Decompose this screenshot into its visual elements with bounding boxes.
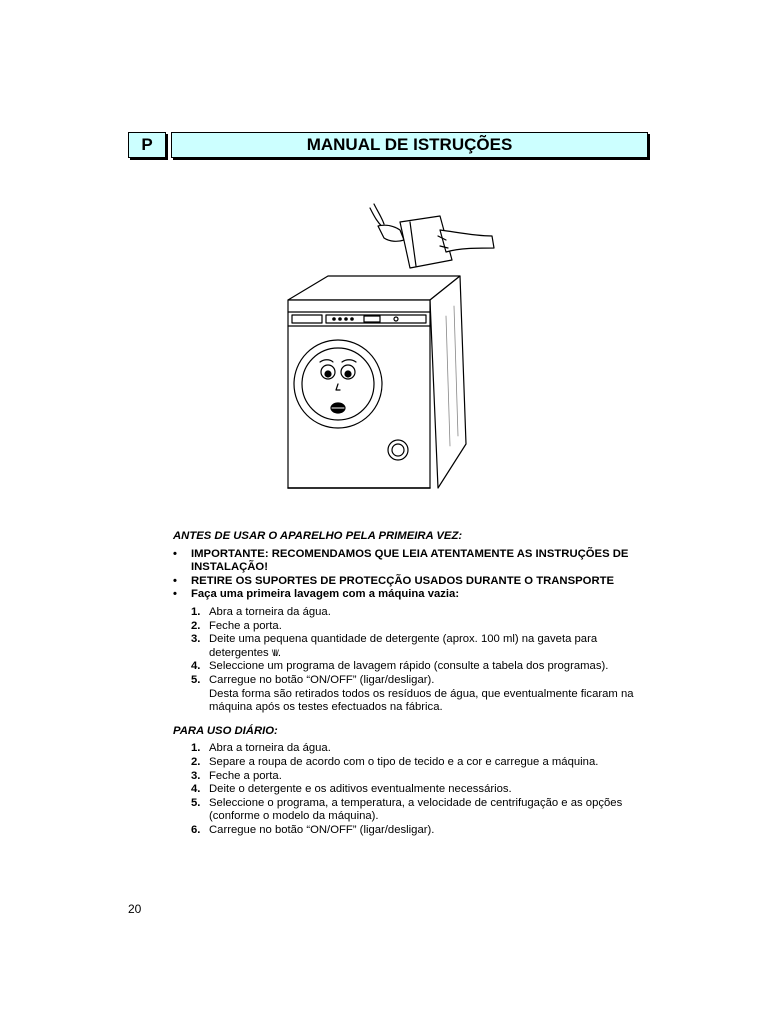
- daily-use-steps: [173, 742, 653, 837]
- step-note: Desta forma são retirados todos os resíduos de água, que eventualmente ficaram na máquina após os testes efectuados na fábrica.: [209, 687, 634, 714]
- step-text-tail: .: [277, 646, 281, 659]
- step-item: [191, 797, 653, 824]
- daily-use-heading: PARA USO DIÁRIO:: [173, 724, 278, 737]
- step-item: [191, 660, 653, 674]
- bullet-text: RETIRE OS SUPORTES DE PROTECÇÃO USADOS DURANTE O TRANSPORTE: [191, 574, 615, 587]
- step-text: Feche a porta.: [209, 769, 282, 782]
- bullet-item: • RETIRE OS SUPORTES DE PROTECÇÃO USADOS DURANTE O TRANSPORTE: [173, 574, 615, 587]
- step-text: Deite o detergente e os aditivos eventualmente necessários.: [209, 783, 512, 796]
- step-number: 1.: [191, 742, 201, 755]
- page-number: 20: [128, 902, 142, 916]
- step-text: Feche a porta.: [209, 619, 282, 632]
- instructions: [173, 530, 653, 847]
- step-number: 6.: [191, 823, 201, 836]
- bullet-item: • Faça uma primeira lavagem com a máquina vazia:: [173, 588, 460, 601]
- step-text: Abra a torneira da água.: [209, 605, 331, 618]
- first-use-bullets: [173, 548, 653, 602]
- step-number: 2.: [191, 619, 201, 632]
- step-item: [191, 620, 653, 634]
- step-number: 3.: [191, 633, 201, 646]
- step-text: Abra a torneira da água.: [209, 742, 331, 755]
- step-text: Separe a roupa de acordo com o tipo de tecido e a cor e carregue a máquina.: [209, 755, 599, 768]
- step-number: 4.: [191, 783, 201, 796]
- language-code: P: [128, 132, 166, 158]
- washing-machine-with-face-illustration: [270, 196, 510, 496]
- bullet-text: IMPORTANTE: RECOMENDAMOS QUE LEIA ATENTAMENTE AS INSTRUÇÕES DE INSTALAÇÃO!: [191, 547, 629, 574]
- step-number: 3.: [191, 769, 201, 782]
- step-text: Carregue no botão “ON/OFF” (ligar/desligar).: [209, 673, 435, 686]
- step-item: [191, 824, 653, 838]
- step-number: 4.: [191, 660, 201, 673]
- first-use-heading: ANTES DE USAR O APARELHO PELA PRIMEIRA VEZ:: [173, 530, 463, 542]
- step-number: 2.: [191, 755, 201, 768]
- bullet-item: • IMPORTANTE: RECOMENDAMOS QUE LEIA ATENTAMENTE AS INSTRUÇÕES DE INSTALAÇÃO!: [173, 547, 629, 574]
- step-text: Seleccione o programa, a temperatura, a velocidade de centrifugação e as opções (conforme o modelo da máquina).: [209, 796, 623, 823]
- bullet-text: Faça uma primeira lavagem com a máquina vazia:: [191, 588, 460, 601]
- step-number: 5.: [191, 796, 201, 809]
- step-item: [191, 633, 653, 660]
- step-item: [191, 783, 653, 797]
- step-text: Carregue no botão “ON/OFF” (ligar/desligar).: [209, 823, 435, 836]
- page-title: MANUAL DE ISTRUÇÕES: [171, 132, 648, 158]
- step-number: 1.: [191, 605, 201, 618]
- first-use-steps: [173, 606, 653, 715]
- step-text: Deite uma pequena quantidade de detergente (aprox. 100 ml) na gaveta para detergentes: [209, 633, 598, 659]
- step-item: [191, 606, 653, 620]
- step-item: [191, 756, 653, 770]
- step-item: [191, 742, 653, 756]
- step-text: Seleccione um programa de lavagem rápido (consulte a tabela dos programas).: [209, 660, 609, 673]
- step-item: [191, 770, 653, 784]
- detergent-drawer-icon: \II/: [271, 647, 278, 658]
- step-number: 5.: [191, 673, 201, 686]
- step-item: [191, 674, 653, 715]
